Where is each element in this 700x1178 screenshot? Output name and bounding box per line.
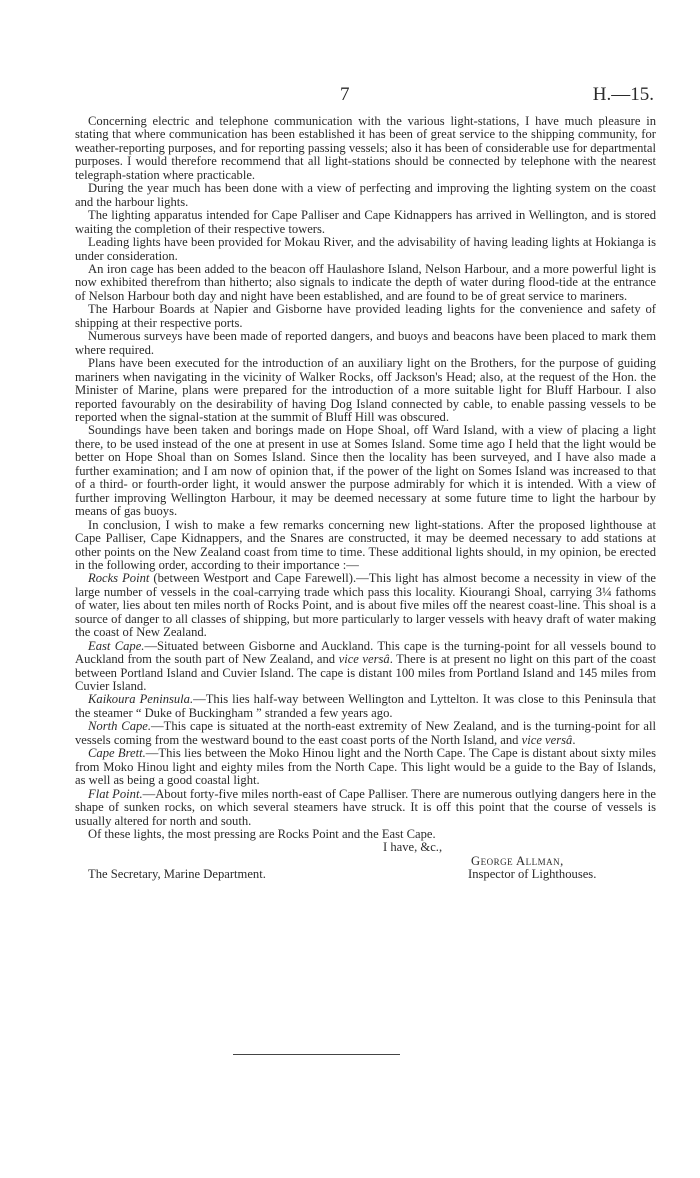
text: —This cape is situated at the north-east extremity of New Zealand, and is the turning-point for all vessels coming from the westward bound to the east coast ports of the North Island, and bbox=[75, 719, 656, 747]
paragraph bbox=[75, 115, 656, 182]
italic-text: Kaikoura Peninsula. bbox=[88, 692, 194, 707]
paragraph bbox=[75, 424, 656, 518]
page-header bbox=[0, 84, 700, 106]
paragraph bbox=[75, 640, 656, 694]
letter-body bbox=[75, 115, 656, 895]
paragraph bbox=[75, 236, 656, 263]
text: The lighting apparatus intended for Cape Palliser and Cape Kidnappers has arrived in Wellington, and is stored waiting the completion of their respective towers. bbox=[75, 208, 656, 236]
end-rule bbox=[233, 1054, 400, 1055]
italic-text: Cape Brett. bbox=[88, 746, 146, 761]
addressee: The Secretary, Marine Department. bbox=[88, 867, 266, 882]
paragraph bbox=[75, 720, 656, 747]
page-number: 7 bbox=[340, 84, 350, 105]
italic-text: Flat Point. bbox=[88, 786, 143, 801]
paragraphs bbox=[75, 115, 656, 841]
text: The Harbour Boards at Napier and Gisborne have provided leading lights for the convenience and safety of shipping at their respective ports. bbox=[75, 302, 656, 330]
paragraph bbox=[75, 182, 656, 209]
paragraph bbox=[75, 330, 656, 357]
document-reference: H.—15. bbox=[592, 84, 654, 105]
text: . bbox=[572, 732, 576, 747]
text: Soundings have been taken and borings made on Hope Shoal, off Ward Island, with a view of placing a light there, to be used instead of the one at present in use at Somes Island. Some time ago I held that the light would be better on Hope Shoal than on Somes Island. Since then the locality has been surveyed, and I have also made a further examination; and I am now of opinion that, if the power of the light on Somes Island was increased to that of a third- or fourth-order light, it would answer the purpose admirably for which it is intended. With a view of further improving Wellington Harbour, it may be deemed necessary at some future time to light the harbour by means of gas buoys. bbox=[75, 423, 656, 519]
italic-text: Rocks Point bbox=[88, 571, 150, 586]
paragraph bbox=[75, 303, 656, 330]
paragraph bbox=[75, 263, 656, 303]
paragraph bbox=[75, 209, 656, 236]
paragraph bbox=[75, 519, 656, 573]
text: (between Westport and Cape Farewell).—This light has almost become a necessity in view of the large number of vessels in the coal-carrying trade which pass this locality. Kiourangi Shoal, carrying 3¼ fathoms of water, lies about ten miles north of Rocks Point, and is about five miles off the nearest coast-line. This shoal is a source of danger to all classes of shipping, but more particularly to larger vessels with heavy draft of water making the coast of New Zealand. bbox=[75, 571, 656, 640]
text: Leading lights have been provided for Mokau River, and the advisability of having leading lights at Hokianga is under consideration. bbox=[75, 235, 656, 263]
text: Of these lights, the most pressing are Rocks Point and the East Cape. bbox=[88, 827, 436, 842]
italic-text: North Cape. bbox=[88, 719, 152, 734]
text: . There is at present no light on this part of the coast between Portland Island and Cuvier Island. The cape is distant 100 miles from Portland Island and 145 miles from Cuvier Island. bbox=[75, 652, 656, 694]
paragraph bbox=[75, 747, 656, 787]
italic-text: vice versâ bbox=[338, 652, 390, 667]
paragraph bbox=[75, 828, 656, 841]
paragraph bbox=[75, 693, 656, 720]
signature-block bbox=[75, 841, 656, 895]
text: —Situated between Gisborne and Auckland. This cape is the turning-point for all vessels bound to Auckland from the south part of New Zealand, and bbox=[75, 638, 656, 667]
text: —This lies between the Moko Hinou light and the North Cape. The Cape is distant about sixty miles from Moko Hinou light and eighty miles from the North Cape. This light would be a guide to the Bay of Islands, as well as being a good coastal light. bbox=[75, 746, 656, 788]
text: During the year much has been done with a view of perfecting and improving the lighting system on the coast and the harbour lights. bbox=[75, 181, 656, 209]
italic-text: vice versâ bbox=[521, 732, 573, 747]
signatory-title: Inspector of Lighthouses. bbox=[468, 867, 597, 882]
signatory-name: George Allman, bbox=[471, 853, 564, 868]
text: In conclusion, I wish to make a few remarks concerning new light-stations. After the proposed lighthouse at Cape Palliser, Cape Kidnappers, and the Snares are constructed, it may be deemed necessary to add stations at other points on the New Zealand coast from time to time. These additional lights should, in my opinion, be erected in the following order, according to their importance :— bbox=[75, 517, 656, 572]
text: —About forty-five miles north-east of Cape Palliser. There are numerous outlying dangers here in the shape of sunken rocks, on which several steamers have struck. It is off this point that the course of vessels is usually altered for north and south. bbox=[75, 786, 656, 828]
text: Numerous surveys have been made of reported dangers, and buoys and beacons have been placed to mark them where required. bbox=[75, 329, 656, 357]
text: —This lies half-way between Wellington and Lyttelton. It was close to this Peninsula that the steamer “ Duke of Buckingham ” stranded a few years ago. bbox=[75, 692, 656, 720]
paragraph bbox=[75, 572, 656, 639]
text: An iron cage has been added to the beacon off Haulashore Island, Nelson Harbour, and a more powerful light is now exhibited therefrom than hitherto; also signals to indicate the depth of water during flood-tide at the entrance of Nelson Harbour both day and night have been established, and are found to be of great service to mariners. bbox=[75, 261, 656, 303]
text: Plans have been executed for the introduction of an auxiliary light on the Brothers, for the purpose of guiding mariners when navigating in the vicinity of Walker Rocks, off Jackson's Head; also, at the request of the Hon. the Minister of Marine, plans were prepared for the introduction of a more suitable light for Bluff Harbour. I also reported favourably on the desirability of having Dog Island connected by cable, to enable passing vessels to be reported when the signal-station at the summit of Bluff Hill was obscured. bbox=[75, 356, 656, 424]
paragraph bbox=[75, 788, 656, 828]
closing: I have, &c., bbox=[383, 840, 443, 855]
paragraph bbox=[75, 357, 656, 424]
text: Concerning electric and telephone communication with the various light-stations, I have much pleasure in stating that where communication has been established it has been of great service to the shipping community, for weather-reporting purposes, and for reporting passing vessels; also it has been of considerable use for departmental purposes. I would therefore recommend that all light-stations should be connected by telephone with the nearest telegraph-station where practicable. bbox=[75, 114, 656, 182]
italic-text: East Cape. bbox=[88, 638, 145, 653]
